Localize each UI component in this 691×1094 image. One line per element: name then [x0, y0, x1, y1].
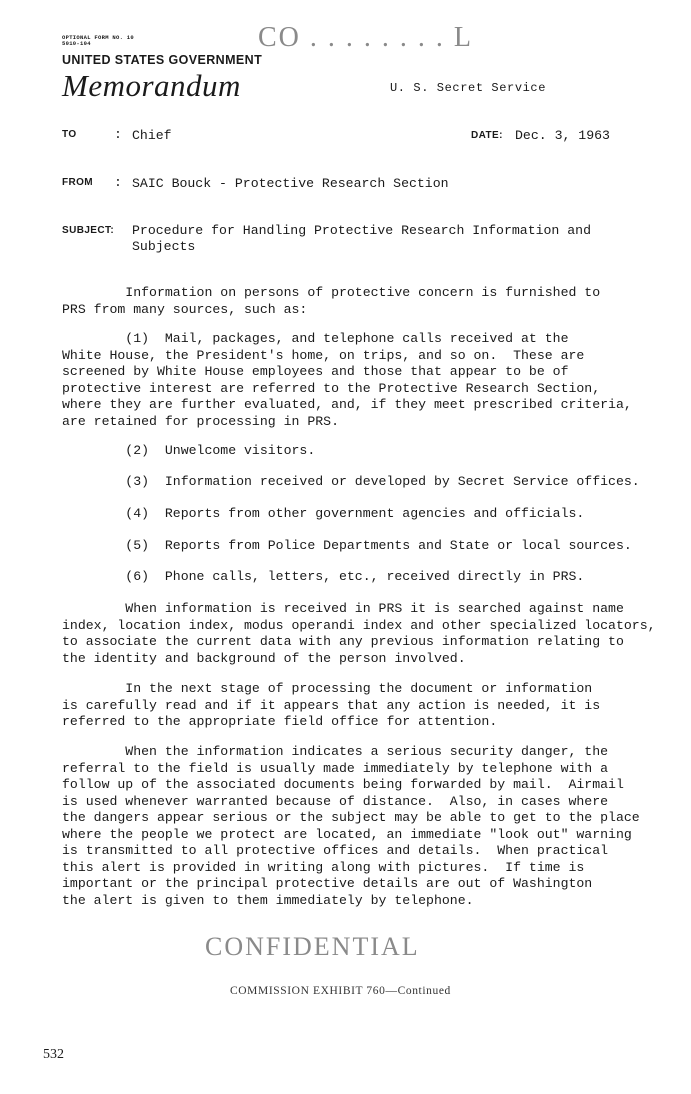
- text-line: When information is received in PRS it is searched against name: [62, 601, 624, 616]
- text-line: referred to the appropriate field office for attention.: [62, 714, 498, 729]
- text-line: referral to the field is usually made immediately by telephone with a: [62, 760, 609, 776]
- subject-line-1: Procedure for Handling Protective Research Information and: [132, 223, 591, 238]
- paragraph-intro: [62, 285, 600, 318]
- form-number-line1: OPTIONAL FORM NO. 10: [62, 34, 135, 41]
- to-colon: :: [114, 127, 122, 142]
- subject-line-2: Subjects: [132, 239, 196, 254]
- to-label: TO: [62, 129, 77, 140]
- item-4: (4) Reports from other government agencies and officials.: [62, 506, 585, 521]
- form-number: [62, 35, 134, 47]
- confidential-stamp-bottom: CONFIDENTIAL: [205, 932, 420, 961]
- text-line: where they are further evaluated, and, if they meet prescribed criteria,: [62, 397, 632, 412]
- text-line: protective interest are referred to the Protective Research Section,: [62, 380, 601, 396]
- paragraph-danger: [62, 744, 640, 909]
- from-label: FROM: [62, 177, 94, 188]
- agency-name: U. S. Secret Service: [390, 81, 547, 95]
- text-line: White House, the President's home, on trips, and so on. These are: [62, 347, 585, 363]
- text-line: (1) Mail, packages, and telephone calls received at the: [62, 331, 569, 346]
- from-value: SAIC Bouck - Protective Research Section: [132, 176, 449, 191]
- text-line: are retained for processing in PRS.: [62, 413, 339, 429]
- text-line: to associate the current data with any previous information relating to: [62, 634, 624, 649]
- text-line: important or the principal protective details are out of Washington: [62, 876, 593, 891]
- text-line: index, location index, modus operandi index and other specialized locators,: [62, 617, 656, 633]
- form-number-line2: 5010-104: [62, 40, 91, 47]
- page-number: 532: [43, 1047, 64, 1062]
- government-heading: UNITED STATES GOVERNMENT: [62, 53, 263, 67]
- text-line: the dangers appear serious or the subject may be able to get to the place: [62, 810, 640, 825]
- item-6: (6) Phone calls, letters, etc., received directly in PRS.: [62, 569, 585, 584]
- text-line: follow up of the associated documents being forwarded by mail. Airmail: [62, 777, 624, 792]
- text-line: where the people we protect are located, an immediate "look out" warning: [62, 826, 632, 842]
- memorandum-title: Memorandum: [62, 68, 241, 103]
- date-value: Dec. 3, 1963: [515, 128, 610, 143]
- text-line: the alert is given to them immediately by telephone.: [62, 892, 474, 908]
- text-line: this alert is provided in writing along with pictures. If time is: [62, 859, 585, 875]
- date-label: DATE:: [471, 130, 503, 141]
- exhibit-caption: COMMISSION EXHIBIT 760—Continued: [230, 985, 451, 997]
- item-2: (2) Unwelcome visitors.: [62, 443, 316, 458]
- text-line: PRS from many sources, such as:: [62, 301, 308, 317]
- text-line: screened by White House employees and those that appear to be of: [62, 364, 569, 379]
- item-3: (3) Information received or developed by Secret Service offices.: [62, 474, 640, 489]
- text-line: the identity and background of the person involved.: [62, 650, 466, 666]
- paragraph-search: [62, 601, 656, 667]
- text-line: is used whenever warranted because of distance. Also, in cases where: [62, 793, 609, 809]
- from-colon: :: [114, 175, 122, 190]
- item-1: [62, 331, 632, 430]
- text-line: In the next stage of processing the document or information: [62, 681, 593, 696]
- text-line: When the information indicates a serious security danger, the: [62, 744, 609, 759]
- confidential-stamp-top: CO . . . . . . . . L: [258, 22, 473, 53]
- to-value: Chief: [132, 128, 172, 143]
- item-5: (5) Reports from Police Departments and State or local sources.: [62, 538, 632, 553]
- text-line: Information on persons of protective concern is furnished to: [62, 285, 601, 300]
- paragraph-next-stage: [62, 681, 600, 731]
- text-line: is carefully read and if it appears that any action is needed, it is: [62, 697, 601, 713]
- text-line: is transmitted to all protective offices and details. When practical: [62, 843, 609, 858]
- subject-label: SUBJECT:: [62, 225, 115, 236]
